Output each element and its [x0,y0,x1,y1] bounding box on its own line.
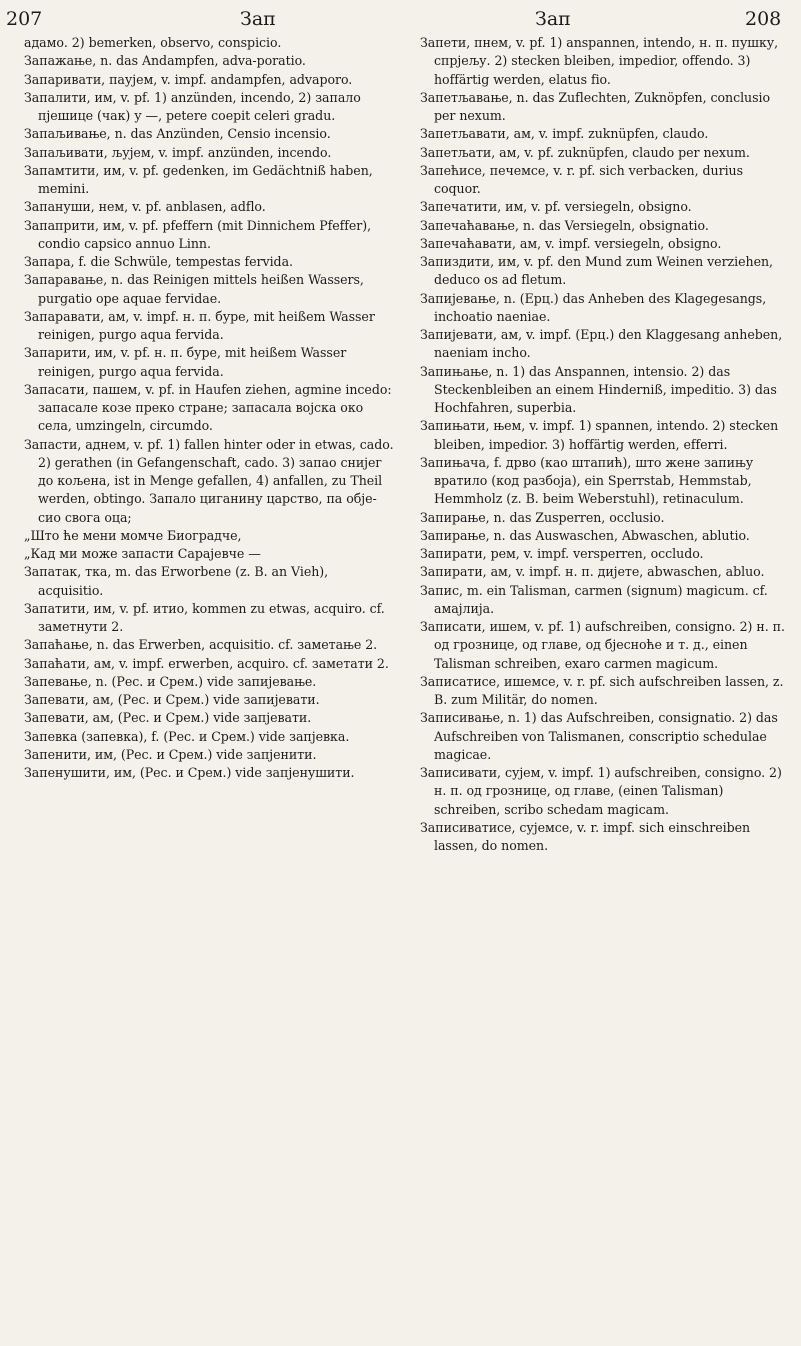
dictionary-entry: Запенушити, им, (Рес. и Срем.) vide запјенушити. [24,765,355,780]
dictionary-entry: Записиватисе, сујемсе, v. r. impf. sich einschreiben lassen, do nomen. [420,819,751,853]
dictionary-entry: Запећисе, печемсе, v. r. pf. sich verbacken, durius coquor. [420,162,744,196]
dictionary-entry: Запатак, тка, m. das Erworbene (z. B. an Vieh), acquisitio. [24,564,329,598]
dictionary-entry: Записивање, n. 1) das Aufschreiben, consignatio. 2) das Aufschreiben von Talismanen, conscriptio schedulae magicae. [420,710,778,762]
page-number-right: 208 [745,8,782,30]
dictionary-entry: Запенити, им, (Рес. и Срем.) vide запјенити. [24,746,317,762]
dictionary-entry: Запирање, n. das Auswaschen, Abwaschen, ablutio. [420,527,750,543]
dictionary-entry: Запаравати, ам, v. impf. н. п. буре, mit heißem Wasser reinigen, purgo aqua fervida. [24,308,375,342]
dictionary-entry: Запаприти, им, v. pf. pfeffern (mit Dinnichem Pfeffer), condio capsico annuo Linn. [24,217,372,251]
dictionary-entry: Запаћати, ам, v. impf. erwerben, acquiro. cf. заметати 2. [24,655,389,671]
dictionary-entry: Запињача, f. дрво (као штапић), што жене запињу вратило (код разбоја), ein Sperrstab, Hemmstab, Hemmholz (z. B. beim Weberstuhl), retinaculum. [420,454,754,507]
dictionary-entry: Запаћање, n. das Erwerben, acquisitio. cf. заметање 2. [24,637,378,653]
dictionary-entry: Запирати, рем, v. impf. versperren, occludo. [420,546,704,561]
dictionary-entry: Запијевати, ам, v. impf. (Ерц.) den Klaggesang anheben, naeniam incho. [420,327,783,361]
dictionary-entry: Записатисе, ишемсе, v. r. pf. sich aufschreiben lassen, z. B. zum Militär, do nomen. [420,673,784,707]
dictionary-entry: Запасати, пашем, v. pf. in Haufen ziehen, agmine incedo: запасале козе преко стране; запасала војска око села, umzingeln, circumdo. [24,381,392,434]
dictionary-entry: Запетљавати, ам, v. impf. zuknüpfen, claudo. [420,126,709,142]
dictionary-entry: Запетљати, ам, v. pf. zuknüpfen, claudo per nexum. [420,144,750,160]
dictionary-entry: „Што ће мени момче Биоградче, [24,527,242,543]
dictionary-entry: Запануши, нем, v. pf. anblasen, adflo. [24,199,266,215]
page-header [0,0,801,36]
dictionary-entry: Запечатити, им, v. pf. versiegeln, obsigno. [420,199,692,215]
dictionary-entry: Запаљивати, љуjем, v. impf. anzünden, incendo. [24,144,332,160]
dictionary-entry: Запалити, им, v. pf. 1) anzünden, incendo, 2) запало пjешице (чак) у —, petere coepit celeri gradu. [24,89,361,123]
dictionary-entry: Записати, ишем, v. pf. 1) aufschreiben, consigno. 2) н. п. од грознице, од главе, од бјеснoће и т. д., einen Talisman schreiben, exaro carmen magicum. [420,619,785,671]
guide-word-left: Зап [240,8,276,30]
dictionary-entry: „Кад ми може запасти Сарајевче — [24,546,261,561]
dictionary-entry: Запажање, n. das Andampfen, adva-poratio. [24,53,306,69]
dictionary-entry: Запаривати, пaуjем, v. impf. andampfen, advaporo. [24,71,353,87]
dictionary-entry: Запирање, n. das Zusperren, occlusio. [420,509,665,525]
dictionary-entry: Запевати, ам, (Рес. и Срем.) vide запјевати. [24,710,312,726]
dictionary-entry: Запевање, n. (Рес. и Срем.) vide запијевање. [24,673,317,689]
dictionary-entry: Записивати, сујем, v. impf. 1) aufschreiben, consigno. 2) н. п. од грознице, од главе, (einen Talisman) schreiben, scribo schedam magicam. [420,765,782,817]
right-column [420,34,792,855]
dictionary-entry: Запатити, им, v. pf. итио, kommen zu etwas, acquiro. cf. заметнути 2. [24,600,385,634]
dictionary-entry: Запис, m. ein Talisman, carmen (signum) magicum. cf. амајлија. [420,582,768,616]
dictionary-entry: Запаравање, n. das Reinigen mittels heißen Wassers, purgatio ope aquae fervidae. [24,272,364,306]
dictionary-entry: Запирати, ам, v. impf. н. п. дијете, abwaschen, abluo. [420,564,765,580]
dictionary-entry: Запињање, n. 1) das Anspannen, intensio. 2) das Steckenbleiben an einem Hinderniß, impeditio. 3) das Hochfahren, superbia. [420,363,777,415]
dictionary-entry: Запасти, аднем, v. pf. 1) fallen hinter oder in etwas, cado. 2) gerathen (in Gefangenschaft, cado. 3) запао снијег до кољена, ist in Menge gefallen, 4) anfallen, zu Theil werden, obtingo. Запало циганину царство, па обје-сио свога оца; [24,436,394,525]
dictionary-entry: Запети, пнем, v. pf. 1) anspannen, intendo, н. п. пушку, спрјељу. 2) stecken bleiben, impedior, offendo. 3) hoffärtig werden, elatus fio. [420,35,779,87]
dictionary-entry: Запијевање, n. (Ерц.) das Anheben des Klagegesangs, inchoatio naeniae. [420,290,767,324]
dictionary-entry: Запечаћавање, n. das Versiegeln, obsignatio. [420,217,709,233]
dictionary-entry: адамо. 2) bemerken, observo, conspicio. [24,35,282,50]
dictionary-entry: Запиздити, им, v. pf. den Mund zum Weinen verziehen, deduco os ad fletum. [420,254,773,288]
dictionary-entry: Запечаћавати, ам, v. impf. versiegeln, obsigno. [420,235,722,251]
dictionary-entry: Запевка (запевка), f. (Рес. и Срем.) vide запјевка. [24,728,350,744]
dictionary-entry: Запетљавање, n. das Zuflechten, Zuknöpfen, conclusio per nexum. [420,89,771,123]
dictionary-entry: Запамтити, им, v. pf. gedenken, im Gedächtniß haben, memini. [24,162,373,196]
dictionary-entry: Запињати, њем, v. impf. 1) spannen, intendo. 2) stecken bleiben, impedior. 3) hoffärtig werden, efferri. [420,418,779,452]
dictionary-entry: Запара, f. die Schwüle, tempestas fervida. [24,254,293,269]
dictionary-entry: Запаљивање, n. das Anzünden, Censio incensio. [24,126,331,142]
dictionary-entry: Запевати, ам, (Рес. и Срем.) vide запијевати. [24,692,320,707]
left-column [24,34,396,782]
dictionary-entry: Запарити, им, v. pf. н. п. буре, mit heißem Wasser reinigen, purgo aqua fervida. [24,345,347,379]
page-number-left: 207 [6,8,43,30]
guide-word-right: Зап [535,8,571,30]
